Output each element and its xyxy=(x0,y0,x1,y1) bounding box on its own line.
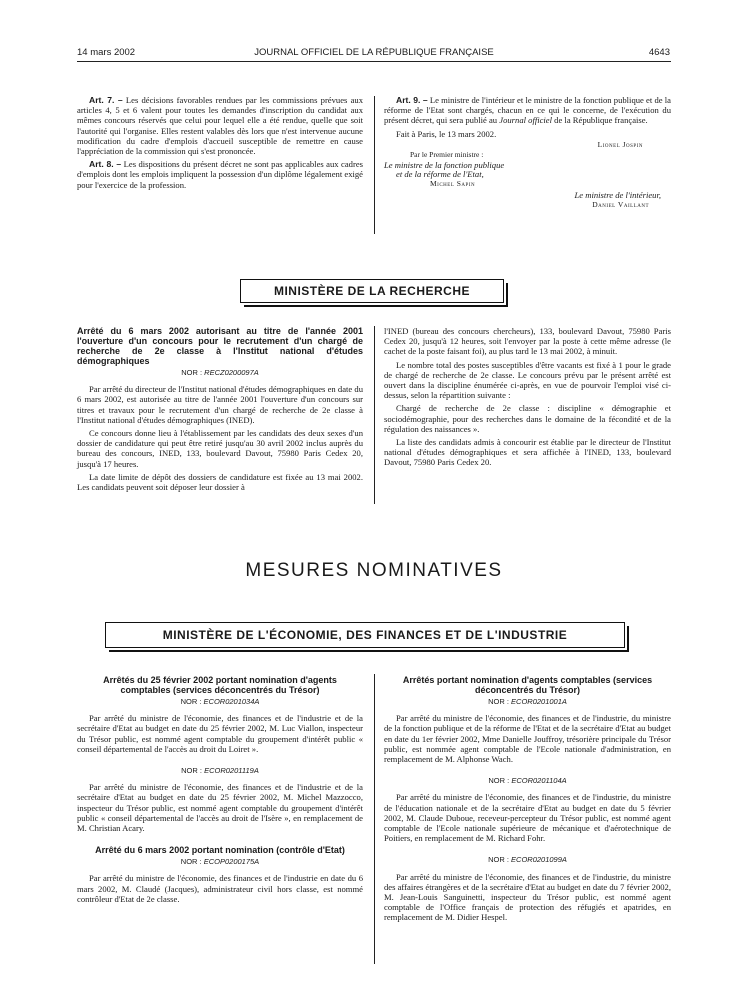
nor-ecor0201099a: NOR : ECOR0201099A xyxy=(488,855,567,865)
column-divider-economie xyxy=(374,674,375,964)
signature-sapin: Michel Sapin xyxy=(430,179,476,189)
paragraph: Par arrêté du ministre de l'économie, des finances et de l'industrie, du ministre de la fonction publique et de la réforme de l'Etat et de la secrétaire d'Etat au budget en date du 1er février 2002, Mme Danielle Jouffroy, trésorière principale du Trésor public, est nommée agent comptable de l'Ecole nationale d'administration, en remplacement de M. Alphonse Wach. xyxy=(384,713,671,765)
section-heading-economie: MINISTÈRE DE L'ÉCONOMIE, DES FINANCES ET DE L'INDUSTRIE xyxy=(105,622,625,648)
nor-recherche: NOR : RECZ0200097A xyxy=(181,368,259,377)
nor-ecor0201119a: NOR : ECOR0201119A xyxy=(181,766,259,776)
signature-vaillant: Daniel Vaillant xyxy=(592,199,649,209)
paragraph: Par arrêté du ministre de l'économie, des finances et de l'industrie, du ministre de l'éducation nationale et de la secrétaire d'Etat au budget en date du 5 février 2002, M. Claude Duboue, receveur-percepteur du Trésor public, est nommé agent comptable de l'Ecole nationale supérieure de mécanique et d'aérotechnique de Poitiers, en remplacement de M. Richard Fohr. xyxy=(384,792,671,844)
minister-fonction-publique-2: et de la réforme de l'Etat, xyxy=(396,169,484,180)
recherche-left-column xyxy=(77,326,363,495)
paragraph: l'INED (bureau des concours chercheurs), 133, boulevard Davout, 75980 Paris Cedex 20, jusqu'à 12 heures, soit l'envoyer par la poste à cette même adresse (le cachet de la poste faisant foi), au plus tard le 13 mai 2002, à minuit. xyxy=(384,326,671,357)
paragraph: Par arrêté du ministre de l'économie, des finances et de l'industrie et de la secrétaire d'Etat au budget en date du 25 février 2002, M. Luc Viallon, inspecteur du Trésor public, est nommé agent comptable du groupement d'intérêt public « conseil départemental de l'accès au droit du Loiret ». xyxy=(77,713,363,754)
paragraph: Par arrêté du directeur de l'Institut national d'études démographiques en date du 6 mars 2002, est autorisée au titre de l'année 2001 l'ouverture d'un concours sur titres et travaux pour le recrutement d'un chargé de recherche de 2e classe à l'Institut national d'études démographiques (INED). xyxy=(77,384,363,425)
signature-jospin: Lionel Jospin xyxy=(597,139,643,149)
arretes-agents-comptables-title: Arrêtés portant nomination d'agents comptables (services déconcentrés du Trésor) xyxy=(402,675,653,695)
header-page-number: 4643 xyxy=(648,47,670,58)
arrete-6-mars-title: Arrêté du 6 mars 2002 portant nomination (contrôle d'Etat) xyxy=(95,845,345,856)
nor-ecop0200175a: NOR : ECOP0200175A xyxy=(180,857,260,867)
nor-ecor0201001a: NOR : ECOR0201001A xyxy=(488,697,567,706)
mesures-nominatives-heading: MESURES NOMINATIVES xyxy=(245,560,503,581)
par-le-premier-ministre: Par le Premier ministre : xyxy=(410,150,484,160)
top-left-column xyxy=(77,95,363,193)
arrete-recherche-title: Arrêté du 6 mars 2002 autorisant au titre de l'année 2001 l'ouverture d'un concours pour le recrutement d'un chargé de recherche de 2e classe à l'Institut national d'études démographiques xyxy=(77,326,363,366)
arrete-25-fevrier-title: Arrêtés du 25 février 2002 portant nomination d'agents comptables (services déconcentrés du Trésor) xyxy=(103,675,337,695)
paragraph: Ce concours donne lieu à l'établissement par les candidats des deux sexes d'un dossier de candidature qui peut être retiré jusqu'au 30 avril 2002 inclus auprès du bureau des concours, INED, 133, boulevard Davout, 75980 Paris Cedex 20, jusqu'à 17 heures. xyxy=(77,428,363,469)
paragraph: La date limite de dépôt des dossiers de candidature est fixée au 13 mai 2002. Les candidats peuvent soit déposer leur dossier à xyxy=(77,471,363,493)
article-8: Art. 8. – Les dispositions du présent décret ne sont pas applicables aux cadres d'emplois dont les emplois impliquent la possession d'un diplôme légalement exigé pour l'exercice de la profession. xyxy=(77,159,363,190)
nor-ecor0201034a: NOR : ECOR0201034A xyxy=(180,697,260,706)
economie-left-column xyxy=(77,675,363,907)
fait-a-paris: Fait à Paris, le 13 mars 2002. xyxy=(396,128,497,139)
section-heading-recherche: MINISTÈRE DE LA RECHERCHE xyxy=(240,279,504,303)
top-right-column xyxy=(384,95,671,210)
paragraph: Par arrêté du ministre de l'économie, des finances et de l'industrie en date du 6 mars 2002, M. Claudé (Jacques), administrateur civil hors classe, est nommé contrôleur d'Etat de 2e classe. xyxy=(77,873,363,904)
header-date: 14 mars 2002 xyxy=(77,47,136,58)
paragraph: Par arrêté du ministre de l'économie, des finances et de l'industrie et de la secrétaire d'Etat au budget en date du 25 février 2002, M. Michel Mazzocco, inspecteur du Trésor public, est nommé agent comptable du groupement d'intérêt public « conseil départemental de l'accès au droit de l'Isère », en remplacement de M. Christian Acary. xyxy=(77,782,363,834)
paragraph: Chargé de recherche de 2e classe : discipline « démographie et sociodémographie, pour des recherches dans le domaine de la fécondité et de la régulation des naissances ». xyxy=(384,403,671,434)
header-rule xyxy=(77,61,671,62)
paragraph: La liste des candidats admis à concourir est établie par le directeur de l'Institut national d'études démographiques et sera affichée à l'INED, 133, boulevard Davout, 75980 Paris Cedex 20. xyxy=(384,437,671,468)
paragraph: Par arrêté du ministre de l'économie, des finances et de l'industrie, du ministre des affaires étrangères et de la secrétaire d'Etat au budget en date du 7 février 2002, M. Jean-Louis Sanguinetti, inspecteur du Trésor public, est nommé agent comptable de l'Office français de protection des réfugiés et apatrides, en remplacement de M. Didier Hespel. xyxy=(384,871,671,923)
paragraph: Le nombre total des postes susceptibles d'être vacants est fixé à 1 pour le grade de chargé de recherche de 2e classe. Le concours prévu par le présent arrêté est ouvert dans la discipline énumérée ci-après, en vue de pourvoir l'emploi visé ci-dessus, selon la répartition suivante : xyxy=(384,359,671,401)
recherche-right-column xyxy=(384,326,671,471)
minister-interieur: Le ministre de l'intérieur, xyxy=(574,189,661,200)
nor-ecor0201104a: NOR : ECOR0201104A xyxy=(488,776,567,786)
header-journal-title: JOURNAL OFFICIEL DE LA RÉPUBLIQUE FRANÇAISE xyxy=(254,47,494,58)
minister-fonction-publique: Le ministre de la fonction publique xyxy=(384,160,505,171)
column-divider-top xyxy=(374,96,375,234)
article-7: Art. 7. – Les décisions favorables rendues par les commissions prévues aux articles 4, 5 et 6 valent pour toutes les demandes d'inscription du candidat aux mêmes concours réservés que celui pour lequel elle a été rendue, quelle que soit l'autorité qui l'organise. Elles restent valables dès lors que n'est intervenue aucune modification du cadre d'emplois d'accueil susceptible de remettre en cause l'appréciation de la commission qui s'est prononcée. xyxy=(77,95,363,157)
column-divider-recherche xyxy=(374,326,375,504)
article-9: Art. 9. – Le ministre de l'intérieur et le ministre de la fonction publique et de la réforme de l'Etat sont chargés, chacun en ce qui le concerne, de l'exécution du présent décret, qui sera publié au Journal officiel de la République française. xyxy=(384,95,671,126)
economie-right-column xyxy=(384,675,671,926)
